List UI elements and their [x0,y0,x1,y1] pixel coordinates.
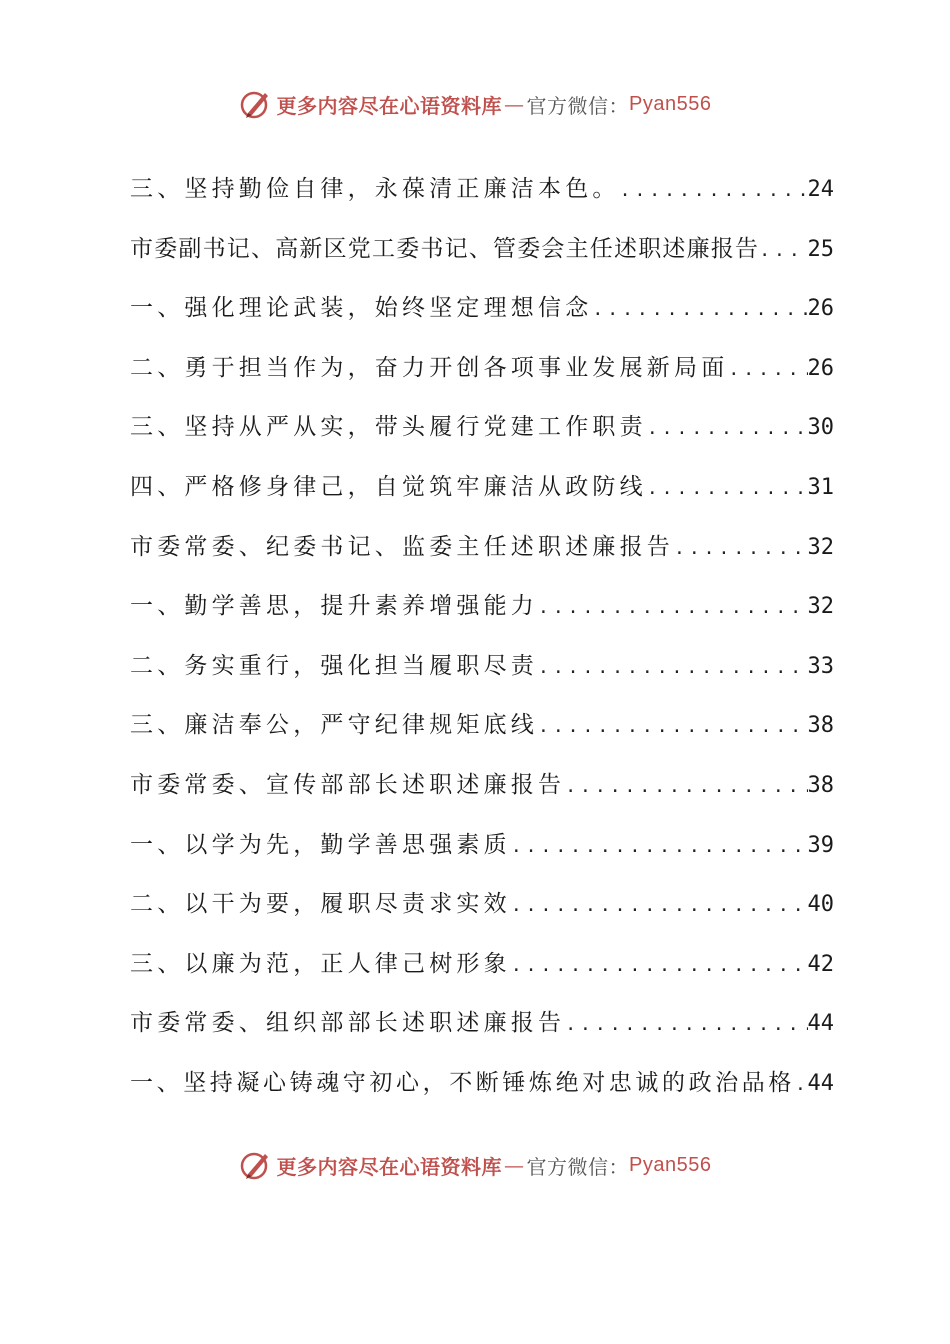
toc-entry[interactable] [130,637,834,697]
toc-entry-page: 39 [807,832,834,858]
toc-entry-title: 市委常委、纪委书记、监委主任述职述廉报告 [130,533,674,560]
toc-entry-page: 30 [807,415,834,441]
toc-entry-title: 四、严格修身律己，自觉筑牢廉洁从政防线 [130,473,647,500]
banner-wechat-id: Pyan556 [629,1153,712,1176]
toc-entry[interactable] [130,577,834,637]
toc-entry[interactable] [130,458,834,518]
toc-entry-title: 二、勇于担当作为，奋力开创各项事业发展新局面 [130,354,729,381]
toc-leader-dots [511,936,808,996]
toc-leader-dots [759,221,807,281]
toc-entry[interactable] [130,875,834,935]
toc-leader-dots [565,995,807,1055]
toc-entry-page: 32 [807,594,834,620]
toc-leader-dots [728,340,807,400]
toc-entry-title: 一、坚持凝心铸魂守初心，不断锤炼绝对忠诚的政治品格 [130,1069,795,1096]
banner-wechat-id: Pyan556 [629,92,712,115]
toc-leader-dots [538,638,808,698]
toc-entry-page: 24 [807,177,834,202]
toc-entry-page: 26 [807,355,834,381]
toc-entry-page: 25 [807,236,834,262]
toc-entry[interactable] [130,220,834,280]
banner-separator: — [504,1153,525,1177]
toc-entry-page: 26 [807,296,834,322]
toc-leader-dots [538,578,808,638]
toc-entry[interactable] [130,816,834,876]
toc-entry-page: 31 [807,474,834,500]
toc-entry-title: 市委常委、宣传部部长述职述廉报告 [130,771,566,798]
banner-brand: 更多内容尽在心语资料库 [276,1154,503,1179]
table-of-contents [130,160,834,1114]
toc-entry[interactable] [130,398,834,458]
toc-entry-page: 38 [807,713,834,739]
toc-entry[interactable] [130,935,834,995]
banner-brand: 更多内容尽在心语资料库 [276,93,503,118]
toc-entry-page: 38 [807,772,834,798]
toc-leader-dots [511,817,808,877]
toc-entry-page: 44 [807,1011,834,1037]
toc-leader-dots [795,1055,808,1115]
toc-entry-title: 三、廉洁奉公，严守纪律规矩底线 [130,712,538,739]
banner-separator: — [504,92,525,116]
toc-entry-page: 32 [807,534,834,560]
header-watermark [0,84,950,124]
toc-entry-page: 44 [807,1070,834,1096]
toc-leader-dots [674,519,808,579]
toc-entry-page: 42 [807,951,834,977]
toc-entry-title: 三、坚持从严从实，带头履行党建工作职责 [130,414,647,441]
toc-entry[interactable] [130,518,834,578]
toc-entry-title: 一、强化理论武装，始终坚定理想信念 [130,295,593,322]
toc-entry[interactable] [130,756,834,816]
toc-leader-dots [620,161,808,221]
toc-leader-dots [647,399,808,459]
toc-entry-title: 市委常委、组织部部长述职述廉报告 [130,1010,566,1037]
footer-watermark [0,1145,950,1185]
toc-leader-dots [592,280,807,340]
banner-label: 官方微信： [526,1154,630,1179]
toc-leader-dots [511,876,808,936]
pen-logo-icon [239,1148,273,1182]
toc-entry-title: 二、务实重行，强化担当履职尽责 [130,652,538,679]
toc-leader-dots [538,697,808,757]
toc-entry[interactable] [130,1054,834,1114]
banner-label: 官方微信： [526,93,630,118]
toc-entry[interactable] [130,279,834,339]
toc-entry[interactable] [130,339,834,399]
toc-leader-dots [565,757,807,817]
toc-entry-page: 33 [807,653,834,679]
toc-entry[interactable] [130,160,834,220]
toc-entry-title: 一、勤学善思，提升素养增强能力 [130,593,538,620]
toc-entry-title: 二、以干为要，履职尽责求实效 [130,891,511,918]
toc-entry-title: 三、坚持勤俭自律，永葆清正廉洁本色。 [130,176,620,202]
toc-entry-page: 40 [807,892,834,918]
toc-entry-title: 一、以学为先，勤学善思强素质 [130,831,511,858]
pen-logo-icon [239,87,273,121]
toc-entry[interactable] [130,696,834,756]
toc-entry[interactable] [130,994,834,1054]
toc-leader-dots [647,459,808,519]
toc-entry-title: 市委副书记、高新区党工委书记、管委会主任述职述廉报告 [130,235,760,262]
toc-entry-title: 三、以廉为范，正人律己树形象 [130,950,511,977]
